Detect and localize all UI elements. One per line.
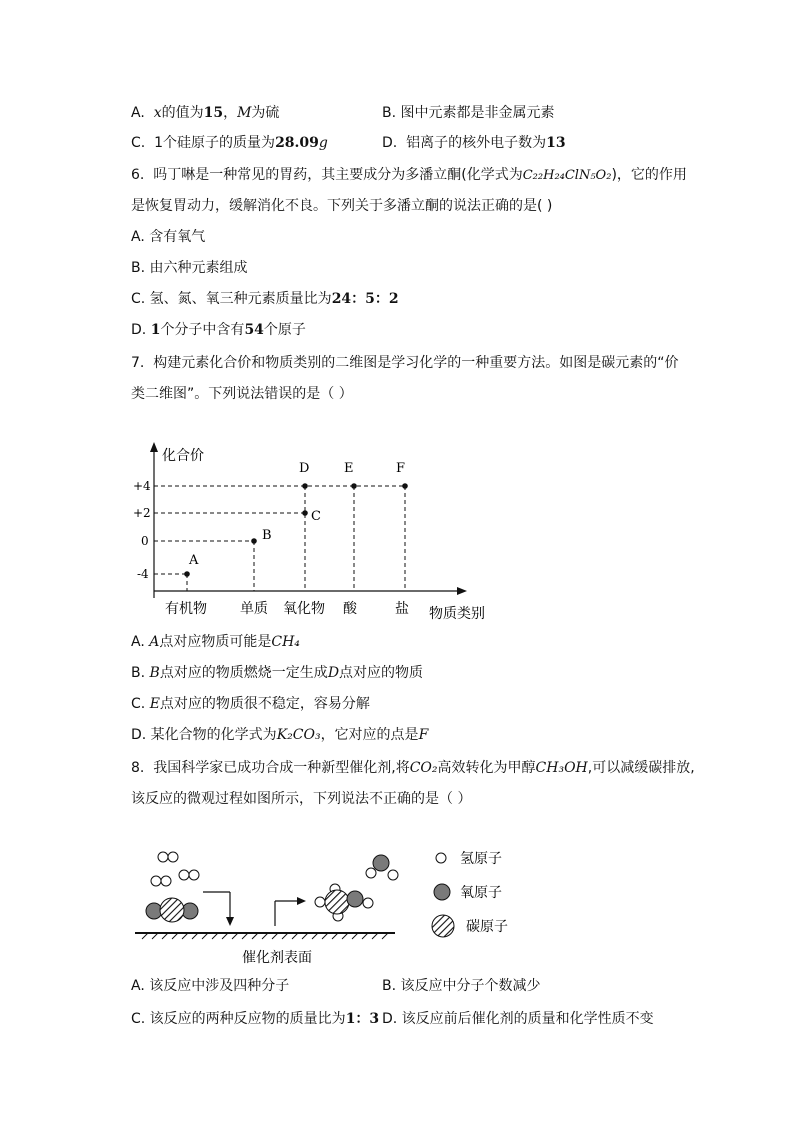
category-element: 单质	[240, 601, 268, 617]
legend-carbon-label: 碳原子	[466, 919, 508, 935]
q8-stem-line2: 该反应的微观过程如图所示，下列说法不正确的是（ ）	[131, 791, 472, 807]
point-a	[184, 571, 190, 577]
point-c-label: C	[311, 509, 321, 524]
point-b-label: B	[262, 528, 272, 543]
y-axis-label: 化合价	[162, 448, 204, 464]
legend-oxygen-icon	[434, 884, 450, 900]
up-arrow	[275, 897, 306, 926]
point-b	[251, 538, 257, 544]
y-tick-plus2: +2	[133, 506, 151, 520]
x-axis-label: 物质类别	[429, 606, 485, 622]
q6-stem-line2: 是恢复胃动力，缓解消化不良。下列关于多潘立酮的说法正确的是( )	[131, 198, 553, 214]
point-f-label: F	[396, 461, 406, 476]
point-f	[402, 483, 408, 489]
q7-option-a: A. A点对应物质可能是CH₄	[131, 634, 300, 650]
y-tick-plus4: +4	[133, 479, 151, 493]
category-oxide: 氧化物	[283, 601, 325, 617]
legend-oxygen-label: 氧原子	[460, 885, 502, 901]
legend-hydrogen-label: 氢原子	[460, 851, 502, 867]
legend-hydrogen-icon	[436, 853, 446, 863]
category-salt: 盐	[395, 601, 409, 617]
q7-option-b: B. B点对应的物质燃烧一定生成D点对应的物质	[131, 665, 424, 681]
valence-class-diagram	[125, 440, 505, 625]
q5-option-a: A. x的值为15，M为硫	[131, 105, 280, 121]
q8-stem-line1: 8. 我国科学家已成功合成一种新型催化剂,将CO₂高效转化为甲醇CH₃OH,可以减缓碳排放,	[131, 760, 695, 776]
catalyst-surface	[135, 933, 395, 939]
q6-option-d: D. 1个分子中含有54个原子	[131, 322, 306, 338]
q7-stem-line2: 类二维图”。下列说法错误的是（ ）	[131, 386, 353, 402]
category-acid: 酸	[343, 601, 357, 617]
q7-stem-line1: 7. 构建元素化合价和物质类别的二维图是学习化学的一种重要方法。如图是碳元素的“价	[131, 355, 679, 371]
q8-option-c: C. 该反应的两种反应物的质量比为1：3	[131, 1011, 380, 1027]
category-organic: 有机物	[165, 601, 207, 617]
q5-option-d: D. 铝离子的核外电子数为13	[382, 135, 566, 151]
y-tick-minus4: -4	[137, 567, 149, 581]
q5-option-b: B. 图中元素都是非金属元素	[382, 105, 555, 121]
legend-carbon-icon	[432, 915, 454, 937]
point-d	[302, 483, 308, 489]
hydrogen-molecules	[151, 852, 199, 886]
reaction-micro-diagram	[130, 840, 550, 970]
down-arrow	[203, 892, 234, 926]
q5-option-c: C. 1个硅原子的质量为28.09g	[131, 135, 328, 151]
q6-option-c: C. 氢、氮、氧三种元素质量比为24：5：2	[131, 291, 399, 307]
y-axis-arrow	[150, 442, 158, 452]
q6-stem-line1: 6. 吗丁啉是一种常见的胃药，其主要成分为多潘立酮(化学式为C₂₂H₂₄ClN₅O₂)，它的作用	[131, 167, 687, 183]
q6-option-a: A. 含有氧气	[131, 229, 206, 245]
q8-option-b: B. 该反应中分子个数减少	[382, 978, 541, 994]
point-c	[302, 510, 308, 516]
q6-option-b: B. 由六种元素组成	[131, 260, 248, 276]
co2-molecule	[146, 898, 198, 922]
q7-option-d: D. 某化合物的化学式为K₂CO₃，它对应的点是F	[131, 727, 429, 743]
methanol-molecule	[315, 884, 373, 921]
dashed-guides	[154, 486, 405, 591]
q8-option-d: D. 该反应前后催化剂的质量和化学性质不变	[382, 1011, 654, 1027]
q8-option-a: A. 该反应中涉及四种分子	[131, 978, 290, 994]
point-a-label: A	[189, 553, 199, 568]
point-d-label: D	[299, 461, 310, 476]
point-e	[351, 483, 357, 489]
y-tick-zero: 0	[141, 534, 149, 548]
catalyst-surface-label: 催化剂表面	[242, 950, 312, 966]
x-axis-arrow	[457, 587, 467, 595]
water-molecule	[366, 855, 398, 880]
point-e-label: E	[344, 461, 354, 476]
q7-option-c: C. E点对应的物质很不稳定，容易分解	[131, 696, 370, 712]
